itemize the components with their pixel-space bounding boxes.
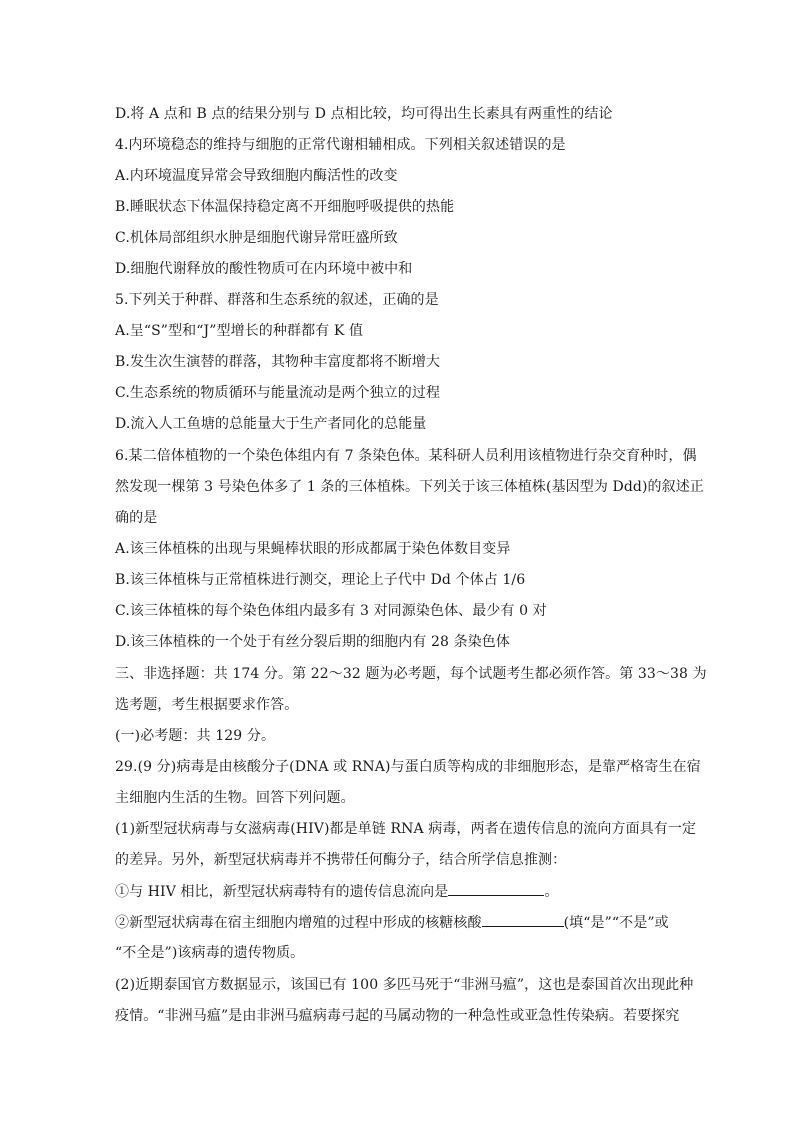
q29-subq2-text: ②新型冠状病毒在宿主细胞内增殖的过程中形成的核糖核酸 <box>115 915 482 931</box>
q6-stem-line3: 确的是 <box>115 510 158 526</box>
q29-stem-line1: 29.(9 分)病毒是由核酸分子(DNA 或 RNA)与蛋白质等构成的非细胞形态，是靠严格寄生在宿 <box>115 759 701 775</box>
q29-subq1-text: ①与 HIV 相比，新型冠状病毒特有的遗传信息流向是 <box>115 884 449 900</box>
q6-option-a: A.该三体植株的出现与果蝇棒状眼的形成都属于染色体数目变异 <box>115 541 511 557</box>
q6-option-b: B.该三体植株与正常植株进行测交，理论上子代中 Dd 个体占 1/6 <box>115 572 526 588</box>
answer-blank-1[interactable] <box>448 881 544 896</box>
q29-subq2-line2: “不全是”)该病毒的遗传物质。 <box>115 945 305 961</box>
q5-option-c: C.生态系统的物质循环与能量流动是两个独立的过程 <box>115 385 441 401</box>
q29-subq1-end: 。 <box>544 884 559 900</box>
q29-stem-line2: 主细胞内生活的生物。回答下列问题。 <box>115 790 355 806</box>
q29-part1-line2: 的差异。另外，新型冠状病毒并不携带任何酶分子，结合所学信息推测： <box>115 852 567 868</box>
q5-option-d: D.流入人工鱼塘的总能量大于生产者同化的总能量 <box>115 416 427 432</box>
q5-option-a: A.呈“S”型和“J”型增长的种群都有 K 值 <box>115 323 364 339</box>
q29-subq2 <box>115 912 685 933</box>
q4-option-c: C.机体局部组织水肿是细胞代谢异常旺盛所致 <box>115 230 398 246</box>
q29-part2-line2: 疫情。“非洲马瘟”是由非洲马瘟病毒弓起的马属动物的一种急性或亚急性传染病。若要探究 <box>115 1008 680 1024</box>
q6-option-c: C.该三体植株的每个染色体组内最多有 3 对同源染色体、最少有 0 对 <box>115 603 547 619</box>
q3-option-d: D.将 A 点和 B 点的结果分别与 D 点相比较，均可得出生长素具有两重性的结论 <box>115 106 613 122</box>
q4-option-b: B.睡眠状态下体温保持稳定离不开细胞呼吸提供的热能 <box>115 199 455 215</box>
q6-stem-line2: 然发现一棵第 3 号染色体多了 1 条的三体植株。下列关于该三体植株(基因型为 Ddd)的叙述正 <box>115 479 704 495</box>
q29-part1-line1: (1)新型冠状病毒与女滋病毒(HIV)都是单链 RNA 病毒，两者在遗传信息的流向方面具有一定 <box>115 821 697 837</box>
q4-option-a: A.内环境温度异常会导致细胞内酶活性的改变 <box>115 168 398 184</box>
required-section-label: (一)必考题：共 129 分。 <box>115 728 276 744</box>
answer-blank-2[interactable] <box>482 912 564 927</box>
section-heading-line2: 选考题，考生根据要求作答。 <box>115 697 299 713</box>
q5-option-b: B.发生次生演替的群落，其物种丰富度都将不断增大 <box>115 354 441 370</box>
q6-option-d: D.该三体植株的一个处于有丝分裂后期的细胞内有 28 条染色体 <box>115 634 510 650</box>
q5-stem: 5.下列关于种群、群落和生态系统的叙述，正确的是 <box>115 292 439 308</box>
q29-subq1 <box>115 881 685 902</box>
section-heading-line1: 三、非选择题：共 174 分。第 22～32 题为必考题，每个试题考生都必须作答。第 33～38 为 <box>115 666 707 682</box>
q4-option-d: D.细胞代谢释放的酸性物质可在内环境中被中和 <box>115 261 413 277</box>
q6-stem-line1: 6.某二倍体植物的一个染色体组内有 7 条染色体。某科研人员利用该植物进行杂交育种时，偶 <box>115 448 697 464</box>
q29-subq2-hint: (填“是”“不是”或 <box>563 915 669 931</box>
q29-part2-line1: (2)近期泰国官方数据显示，该国已有 100 多匹马死于“非洲马瘟”，这也是泰国首次出现此种 <box>115 977 694 993</box>
q4-stem: 4.内环境稳态的维持与细胞的正常代谢相辅相成。下列相关叙述错误的是 <box>115 137 566 153</box>
